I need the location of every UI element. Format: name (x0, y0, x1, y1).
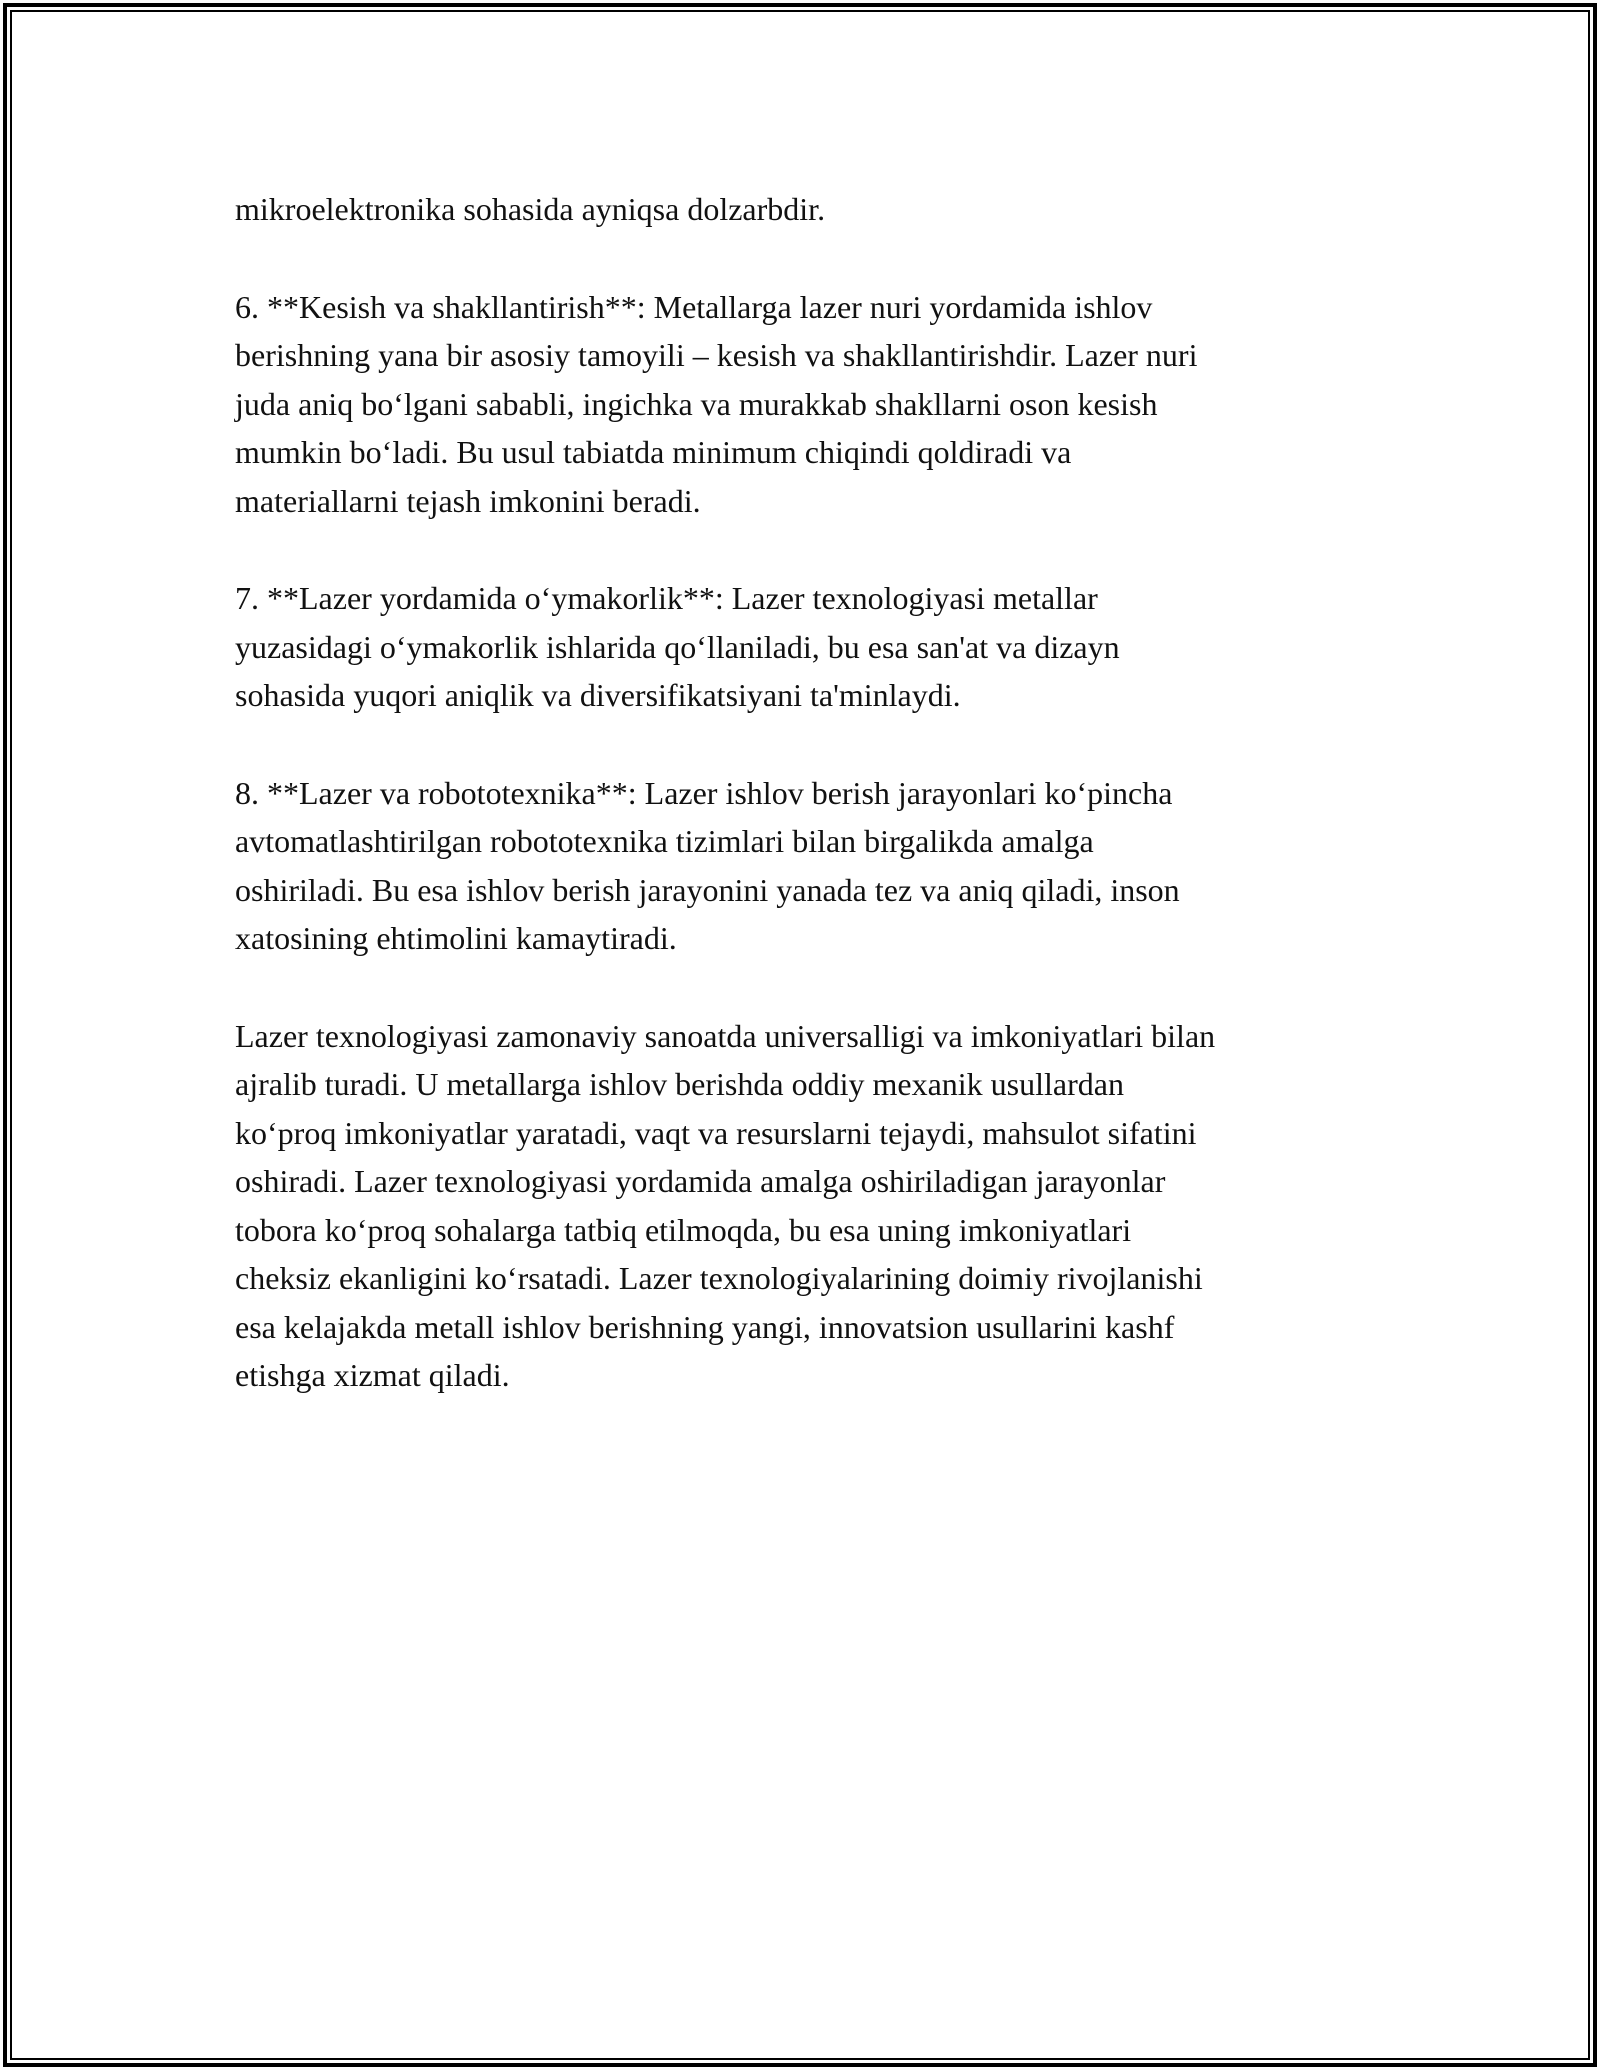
paragraph-conclusion: Lazer texnologiyasi zamonaviy sanoatda universalligi va imkoniyatlari bilan ajralib turadi. U metallarga ishlov berishda oddiy mexanik usullardan koʻproq imkoniyatlar yaratadi, vaqt va resurslarni tejaydi, mahsulot sifatini oshiradi. Lazer texnologiyasi yordamida amalga oshiriladigan jarayonlar tobora koʻproq sohalarga tatbiq etilmoqda, bu esa uning imkoniyatlari cheksiz ekanligini koʻrsatadi. Lazer texnologiyalarining doimiy rivojlanishi esa kelajakda metall ishlov berishning yangi, innovatsion usullarini kashf etishga xizmat qiladi. (235, 1017, 1216, 1393)
paragraph-item-7-engraving: 7. **Lazer yordamida oʻymakorlik**: Lazer texnologiyasi metallar yuzasidagi oʻymakorlik ishlarida qoʻllaniladi, bu esa san'at va dizayn sohasida yuqori aniqlik va diversifikatsiyani ta'minlaydi. (235, 580, 1120, 713)
paragraph-item-8-robotics: 8. **Lazer va robototexnika**: Lazer ishlov berish jarayonlari koʻpincha avtomatlashtirilgan robototexnika tizimlari bilan birgalikda amalga oshiriladi. Bu esa ishlov berish jarayonini yanada tez va aniq qiladi, inson xatosining ehtimolini kamaytiradi. (235, 774, 1180, 956)
document-body (235, 185, 1375, 1449)
paragraph-continuation: mikroelektronika sohasida ayniqsa dolzarbdir. (235, 191, 826, 227)
paragraph-item-6-cutting-shaping: 6. **Kesish va shakllantirish**: Metallarga lazer nuri yordamida ishlov berishning yana bir asosiy tamoyili – kesish va shakllantirishdir. Lazer nuri juda aniq boʻlgani sababli, ingichka va murakkab shakllarni oson kesish mumkin boʻladi. Bu usul tabiatda minimum chiqindi qoldiradi va materiallarni tejash imkonini beradi. (235, 288, 1198, 519)
